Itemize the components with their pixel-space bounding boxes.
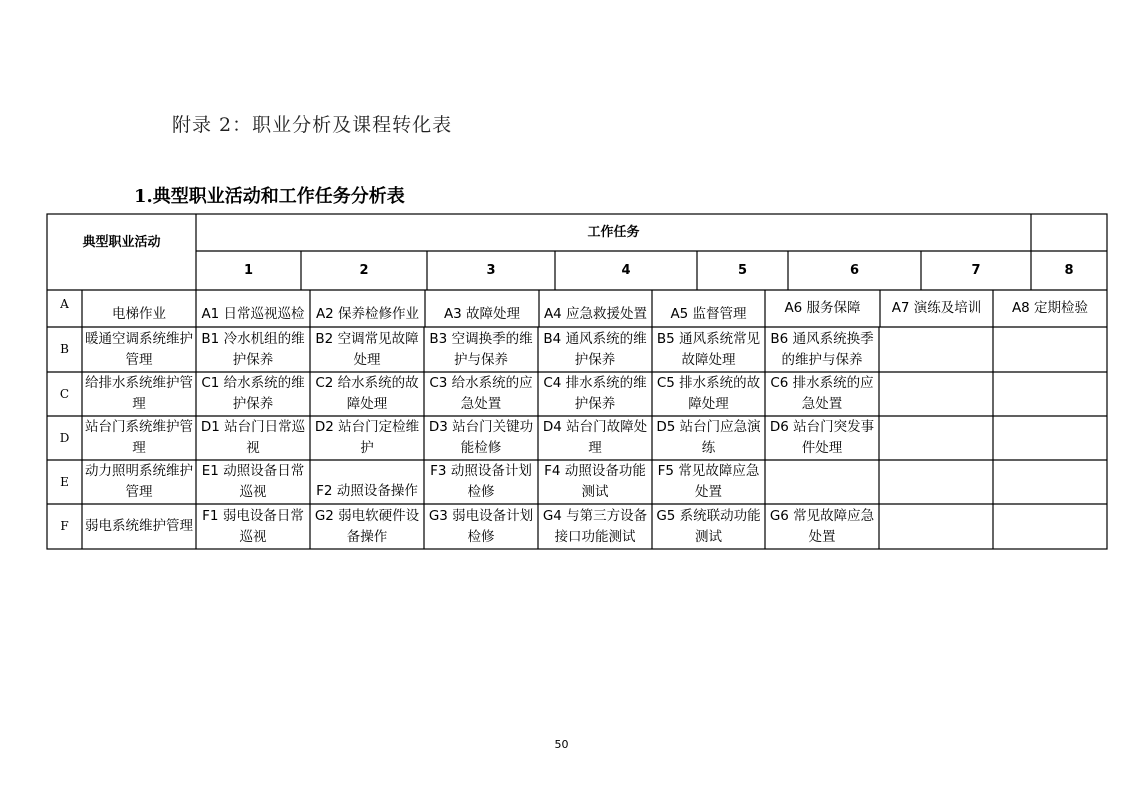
activity-cell: 站台门系统维护管理 xyxy=(85,419,193,456)
task-cell xyxy=(879,327,993,372)
header-number: 8 xyxy=(1064,263,1074,278)
task-cell xyxy=(879,372,993,416)
activity-cell: 给排水系统维护管理 xyxy=(85,375,193,412)
task-cell: G6 常见故障应急处置 xyxy=(769,507,875,545)
task-cell: B2 空调常见故障处理 xyxy=(315,330,419,368)
header-number: 5 xyxy=(737,263,748,278)
header-number: 3 xyxy=(486,263,496,278)
task-cell xyxy=(993,416,1107,460)
task-cell: D2 站台门定检维护 xyxy=(314,419,420,456)
task-cell xyxy=(879,460,993,504)
task-cell: C5 排水系统的故障处理 xyxy=(656,375,761,412)
activity-cell: 暖通空调系统维护管理 xyxy=(85,330,193,368)
activity-cell: 电梯作业 xyxy=(112,306,166,322)
task-cell: D6 站台门突发事件处理 xyxy=(769,419,875,456)
row-key: C xyxy=(59,386,70,401)
appendix-title: 附录 2：职业分析及课程转化表 xyxy=(172,114,453,136)
task-cell: C3 给水系统的应急处置 xyxy=(429,375,533,412)
row-key: A xyxy=(60,297,69,311)
header-number: 4 xyxy=(621,263,631,278)
page-number: 50 xyxy=(554,738,569,751)
task-cell: A1 日常巡视巡检 xyxy=(201,306,305,322)
task-cell: C1 给水系统的维护保养 xyxy=(201,375,305,412)
header-number: 2 xyxy=(359,263,369,278)
row-key: E xyxy=(60,474,69,489)
task-cell: B5 通风系统常见故障处理 xyxy=(656,330,761,368)
task-cell: G5 系统联动功能测试 xyxy=(656,507,761,545)
task-cell xyxy=(879,416,993,460)
task-cell: G2 弱电软硬件设备操作 xyxy=(314,507,420,545)
task-cell: B6 通风系统换季的维护与保养 xyxy=(770,330,874,368)
task-cell xyxy=(993,460,1107,504)
activity-cell: 动力照明系统维护管理 xyxy=(85,463,193,500)
task-cell xyxy=(879,504,993,549)
task-cell: A4 应急救援处置 xyxy=(543,306,648,322)
task-cell: C2 给水系统的故障处理 xyxy=(315,375,419,412)
header-number: 1 xyxy=(243,263,254,278)
task-cell xyxy=(993,504,1107,549)
task-cell xyxy=(993,372,1107,416)
task-cell: C4 排水系统的维护保养 xyxy=(543,375,647,412)
activity-cell: 弱电系统维护管理 xyxy=(85,518,193,534)
task-cell: A2 保养检修作业 xyxy=(315,306,420,322)
row-key: B xyxy=(60,342,69,356)
task-cell: B3 空调换季的维护与保养 xyxy=(429,330,533,368)
task-cell: B1 冷水机组的维护保养 xyxy=(201,330,305,368)
task-cell: G3 弱电设备计划检修 xyxy=(428,507,534,545)
task-cell xyxy=(765,460,879,504)
row-key: F xyxy=(60,519,69,533)
task-cell: F3 动照设备计划检修 xyxy=(430,463,532,500)
task-cell: D3 站台门关键功能检修 xyxy=(428,419,534,456)
task-cell: F2 动照设备操作 xyxy=(316,483,418,499)
task-cell: F5 常见故障应急处置 xyxy=(657,463,760,500)
task-cell: A3 故障处理 xyxy=(443,306,521,322)
header-activity-label: 典型职业活动 xyxy=(82,235,161,250)
header-number: 6 xyxy=(849,263,860,278)
task-cell: E1 动照设备日常巡视 xyxy=(201,463,305,500)
task-cell: A6 服务保障 xyxy=(784,300,861,316)
task-cell: A8 定期检验 xyxy=(1011,300,1089,316)
task-cell: A5 监督管理 xyxy=(670,306,747,322)
task-cell: C6 排水系统的应急处置 xyxy=(770,375,874,412)
task-cell: D5 站台门应急演练 xyxy=(656,419,761,456)
task-cell: D4 站台门故障处理 xyxy=(542,419,648,456)
task-cell: A7 演练及培训 xyxy=(891,300,982,316)
section-title: 1.典型职业活动和工作任务分析表 xyxy=(134,186,405,207)
task-cell: G4 与第三方设备接口功能测试 xyxy=(542,507,648,545)
header-task-label: 工作任务 xyxy=(587,225,640,240)
header-number: 7 xyxy=(971,263,981,278)
task-cell xyxy=(993,327,1107,372)
task-cell: D1 站台门日常巡视 xyxy=(200,419,306,456)
task-cell: F4 动照设备功能测试 xyxy=(544,463,646,500)
task-cell: B4 通风系统的维护保养 xyxy=(543,330,647,368)
task-cell: F1 弱电设备日常巡视 xyxy=(202,507,304,545)
row-key: D xyxy=(59,430,70,445)
